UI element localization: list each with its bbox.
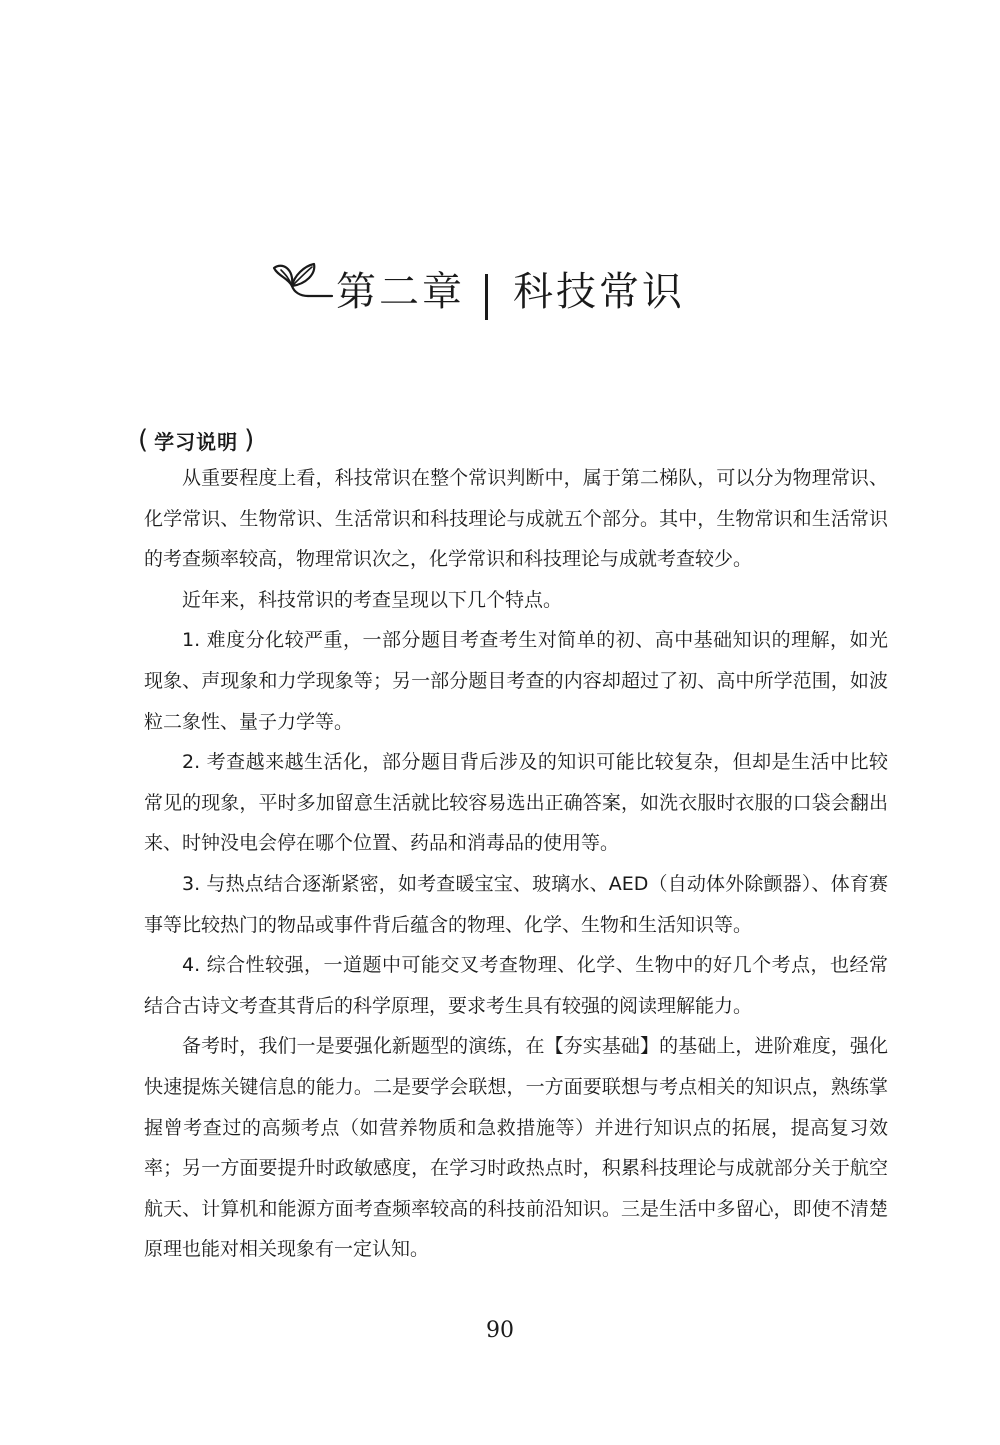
chapter-divider [485,274,488,320]
paragraph-preparation: 备考时，我们一是要强化新题型的演练，在【夯实基础】的基础上，进阶难度，强化快速提炼关键信息的能力。二是要学会联想，一方面要联想与考点相关的知识点，熟练掌握曾考查过的高频考点（如营养物质和急救措施等）并进行知识点的拓展，提高复习效率；另一方面要提升时政敏感度，在学习时政热点时，积累科技理论与成就部分关于航空航天、计算机和能源方面考查频率较高的科技前沿知识。三是生活中多留心，即使不清楚原理也能对相关现象有一定认知。 [144,1035,888,1261]
chapter-header [270,252,730,332]
sprout-icon [270,256,334,312]
section-title: 学习说明 [154,429,239,454]
paragraph-feature-1: 1. 难度分化较严重，一部分题目考查考生对简单的初、高中基础知识的理解，如光现象、声现象和力学现象等；另一部分题目考查的内容却超过了初、高中所学范围，如波粒二象性、量子力学等。 [144,629,888,733]
study-notes-body [144,458,888,1270]
heading-close-bracket: ) [244,425,255,455]
paragraph-feature-2: 2. 考查越来越生活化，部分题目背后涉及的知识可能比较复杂，但却是生活中比较常见的现象，平时多加留意生活就比较容易选出正确答案，如洗衣服时衣服的口袋会翻出来、时钟没电会停在哪个位置、药品和消毒品的使用等。 [144,751,888,855]
paragraph-features-intro: 近年来，科技常识的考查呈现以下几个特点。 [182,588,563,611]
paragraph-feature-3: 3. 与热点结合逐渐紧密，如考查暖宝宝、玻璃水、AED（自动体外除颤器）、体育赛事等比较热门的物品或事件背后蕴含的物理、化学、生物和生活知识等。 [144,872,888,936]
page-number: 90 [486,1318,514,1343]
chapter-number: 第二章 [336,269,465,315]
heading-open-bracket: ( [138,425,149,455]
chapter-title: 科技常识 [513,269,685,315]
paragraph-feature-4: 4. 综合性较强，一道题中可能交叉考查物理、化学、生物中的好几个考点，也经常结合古诗文考查其背后的科学原理，要求考生具有较强的阅读理解能力。 [144,954,888,1017]
paragraph-overview: 从重要程度上看，科技常识在整个常识判断中，属于第二梯队，可以分为物理常识、化学常识、生物常识、生活常识和科技理论与成就五个部分。其中，生物常识和生活常识的考查频率较高，物理常识次之，化学常识和科技理论与成就考查较少。 [144,467,888,571]
section-heading [138,420,254,460]
